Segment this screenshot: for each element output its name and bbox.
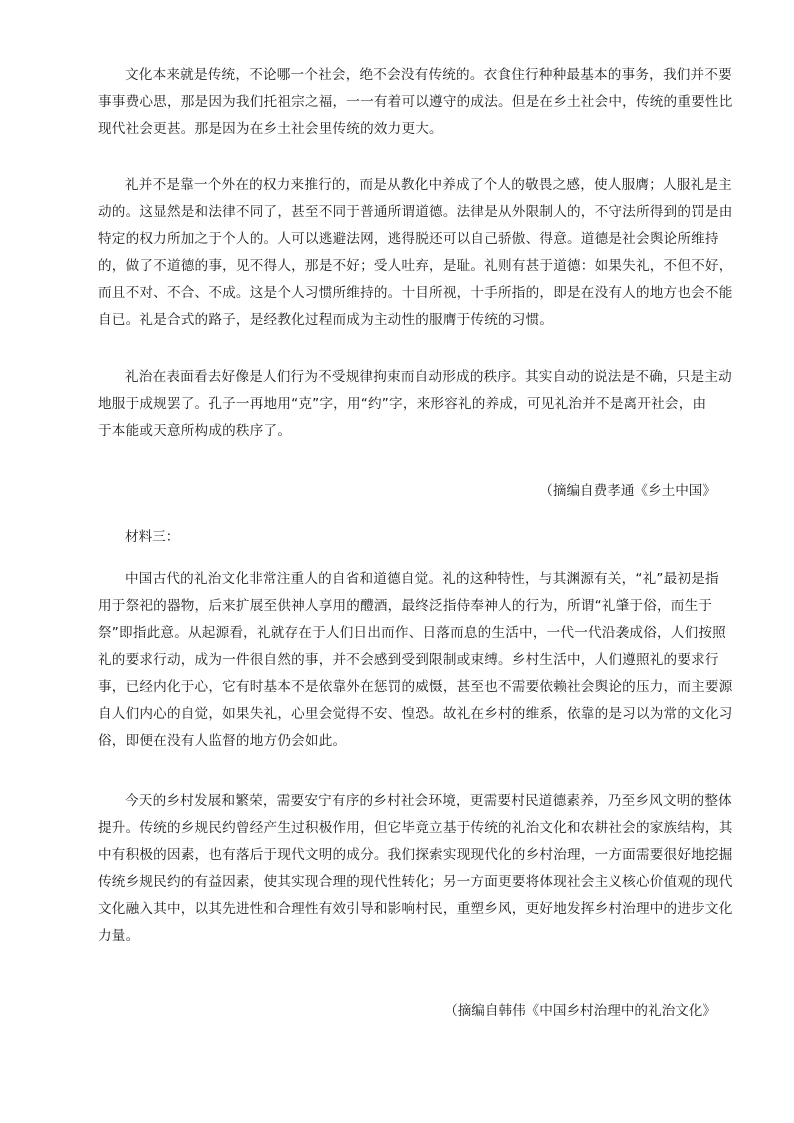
text-line: 中有积极的因素，也有落后于现代文明的成分。我们探索实现现代化的乡村治理，一方面需要很好地挖掘 bbox=[98, 847, 733, 863]
source-citation: （摘编自费孝通《乡土中国》 bbox=[539, 483, 716, 499]
text-line: 事，已经内化于心，它有时基本不是依靠外在惩罚的威慑，甚至也不需要依赖社会舆论的压力，而主要源 bbox=[98, 679, 733, 695]
paragraph-tradition bbox=[98, 62, 733, 143]
text-line: 传统乡规民约的有益因素，使其实现合理的现代性转化；另一方面更要将体现社会主义核心价值观的现代 bbox=[98, 874, 733, 890]
text-line: 今天的乡村发展和繁荣，需要安宁有序的乡村社会环境，更需要村民道德素养，乃至乡风文明的整体 bbox=[125, 793, 732, 809]
source-citation: （摘编自韩伟《中国乡村治理中的礼治文化》 bbox=[444, 1003, 716, 1019]
text-line: 的，做了不道德的事，见不得人，那是不好；受人吐弃，是耻。礼则有甚于道德：如果失礼，不但不好， bbox=[98, 258, 733, 274]
text-line: 而且不对、不合、不成。这是个人习惯所维持的。十目所视，十手所指的，即是在没有人的地方也会不能 bbox=[98, 285, 733, 301]
text-line: 礼治在表面看去好像是人们行为不受规律拘束而自动形成的秩序。其实自动的说法是不确，只是主动 bbox=[125, 369, 732, 385]
text-line: 动的。这显然是和法律不同了，甚至不同于普通所谓道德。法律是从外限制人的，不守法所得到的罚是由 bbox=[98, 204, 733, 220]
text-line: 祭”即指此意。从起源看，礼就存在于人们日出而作、日落而息的生活中，一代一代沿袭成俗，人们按照 bbox=[98, 625, 726, 641]
material-label: 材料三： bbox=[125, 529, 180, 545]
paragraph-li bbox=[98, 172, 733, 334]
text-line: 自已。礼是合式的路子，是经教化过程而成为主动性的服膺于传统的习惯。 bbox=[98, 312, 554, 328]
text-line: 地服于成规罢了。孔子一再地用“克”字，用“约”字，来形容礼的养成，可见礼治并不是离开社会，由 bbox=[98, 396, 707, 412]
text-line: 提升。传统的乡规民约曾经产生过积极作用，但它毕竟立基于传统的礼治文化和农耕社会的家族结构，其 bbox=[98, 820, 733, 836]
paragraph-ancient-li bbox=[98, 566, 733, 755]
text-line: 力量。 bbox=[98, 928, 140, 944]
text-line: 礼的要求行动，成为一件很自然的事，并不会感到受到限制或束缚。乡村生活中，人们遵照礼的要求行 bbox=[98, 652, 719, 668]
text-line: 用于祭祀的器物，后来扩展至供神人享用的醴酒，最终泛指侍奉神人的行为，所谓“礼肇于俗，而生于 bbox=[98, 598, 713, 614]
text-line: 于本能或天意所构成的秩序了。 bbox=[98, 423, 292, 439]
paragraph-lizhi bbox=[98, 364, 732, 445]
text-line: 文化融入其中，以其先进性和合理性有效引导和影响村民，重塑乡风，更好地发挥乡村治理中的进步文化 bbox=[98, 901, 733, 917]
paragraph-rural-governance bbox=[98, 788, 733, 950]
text-line: 自人们内心的自觉，如果失礼，心里会觉得不安、惶恐。故礼在乡村的维系，依靠的是习以为常的文化习 bbox=[98, 706, 733, 722]
text-line: 礼并不是靠一个外在的权力来推行的，而是从教化中养成了个人的敬畏之感，使人服膺；人服礼是主 bbox=[125, 177, 732, 193]
text-line: 特定的权力所加之于个人的。人可以逃避法网，逃得脱还可以自己骄傲、得意。道德是社会舆论所维持 bbox=[98, 231, 719, 247]
text-line: 中国古代的礼治文化非常注重人的自省和道德自觉。礼的这种特性，与其渊源有关，“礼”最初是指 bbox=[125, 571, 719, 587]
text-line: 事事费心思，那是因为我们托祖宗之福，一一有着可以遵守的成法。但是在乡土社会中，传统的重要性比 bbox=[98, 94, 733, 110]
text-line: 俗，即便在没有人监督的地方仍会如此。 bbox=[98, 733, 347, 749]
text-line: 文化本来就是传统，不论哪一个社会，绝不会没有传统的。衣食住行种种最基本的事务，我们并不要 bbox=[125, 67, 732, 83]
text-line: 现代社会更甚。那是因为在乡土社会里传统的效力更大。 bbox=[98, 121, 443, 137]
